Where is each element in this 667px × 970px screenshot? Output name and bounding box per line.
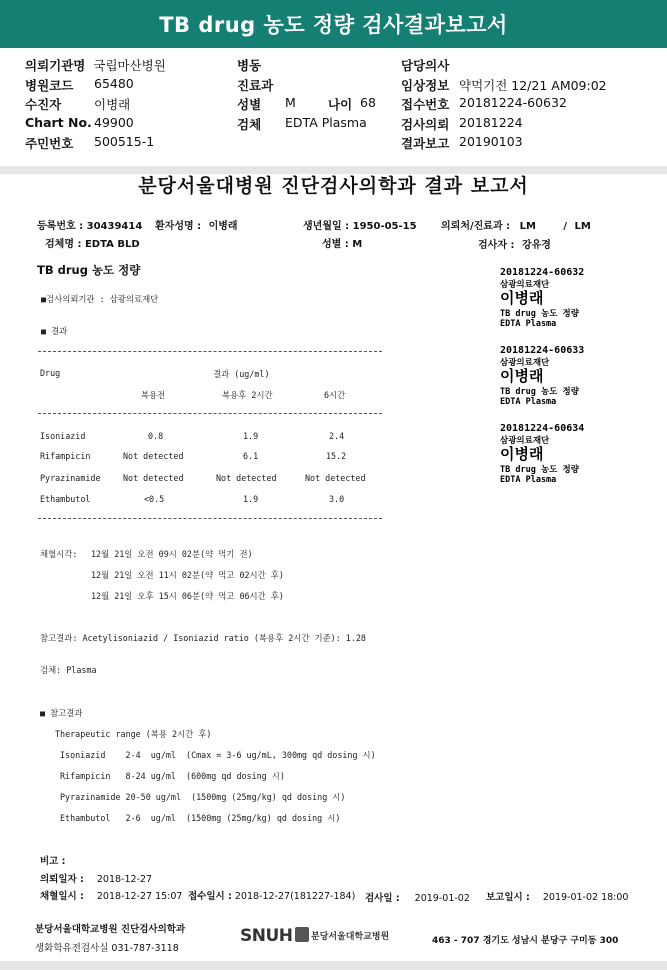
table-row-drug: Pyrazinamide: [40, 473, 101, 483]
requesting-dept: 의뢰처/진료과 : LM / LM: [441, 221, 591, 232]
table-row-pre: Not detected: [123, 451, 184, 461]
hospital-row: [25, 56, 166, 74]
specimen-name: 검체명 : EDTA BLD: [45, 239, 140, 250]
sex-value: M: [285, 95, 296, 110]
table-row-2h: 1.9: [243, 431, 259, 441]
chart-label: Chart No.: [25, 115, 92, 130]
page-title: TB drug 농도 정량 검사결과보고서: [159, 13, 508, 37]
footer-address: 463 - 707 경기도 성남시 분당구 구미동 300: [432, 936, 619, 946]
receive-date: 접수일시 : 2018-12-27(181227-184): [188, 891, 356, 902]
table-row-2h: 6.1: [243, 451, 259, 461]
report-sex: 성별 : M: [322, 239, 363, 250]
age-label: 나이: [328, 97, 353, 112]
shield-icon: [295, 927, 309, 942]
patient-name: 환자성명 : 이병래: [155, 221, 238, 232]
specimen-label-2: 20181224-60633 삼광의료재단 이병래 TB drug 농도 정량 EDTA Plasma: [500, 345, 585, 407]
table-row-2h: Not detected: [216, 473, 277, 483]
table-row-drug: Rifampicin: [40, 451, 91, 461]
code-row: [25, 76, 73, 94]
specimen-value: EDTA Plasma: [285, 115, 367, 130]
draw-time-label: 채혈시각:: [40, 549, 78, 559]
request-date: 의뢰일자 : 2018-12-27: [40, 874, 153, 885]
report-label: 결과보고: [401, 136, 450, 151]
col-2h: 복용후 2시간: [222, 390, 273, 400]
sex-label: 성별: [237, 97, 262, 112]
test-date: 검사일 : 2019-01-02: [365, 893, 470, 904]
resident-value: 500515-1: [94, 134, 155, 149]
ward-label: 병동: [237, 58, 262, 73]
doctor-label: 담당의사: [401, 58, 450, 73]
therapeutic-range: Therapeutic range (복용 2시간 후): [55, 729, 212, 739]
table-row-2h: 1.9: [243, 494, 259, 504]
result-heading: ■ 결과: [41, 326, 68, 336]
range-row: Ethambutol 2-6 ug/ml (1500mg (25mg/kg) qd dosing 시): [60, 813, 341, 823]
hospital-value: 국립마산병원: [93, 58, 166, 73]
draw-time-3: 12월 21일 오후 15시 06분(약 먹고 06시간 후): [91, 591, 284, 601]
table-row-6h: 3.0: [329, 494, 345, 504]
table-rule: [38, 351, 382, 352]
table-row-6h: Not detected: [305, 473, 366, 483]
snuh-logo: SNUH: [240, 926, 293, 946]
specimen-label-1: 20181224-60632 삼광의료재단 이병래 TB drug 농도 정량 EDTA Plasma: [500, 267, 585, 329]
code-label: 병원코드: [25, 78, 74, 93]
reference-heading: ■ 참고결과: [40, 708, 83, 718]
footer-lab: 생화학유전검사실 031-787-3118: [35, 943, 179, 954]
accession-value: 20181224-60632: [459, 95, 567, 110]
col-drug: Drug: [40, 368, 61, 378]
test-title: TB drug 농도 정량: [37, 263, 141, 277]
range-row: Pyrazinamide 20-50 ug/ml (1500mg (25mg/kg) qd dosing 시): [60, 792, 346, 802]
accession-label: 접수번호: [401, 97, 450, 112]
col-6h: 6시간: [324, 390, 346, 400]
age-value: 68: [360, 95, 376, 110]
receiver-label: 수진자: [25, 97, 62, 112]
table-rule: [38, 413, 382, 414]
request-label: 검사의뢰: [401, 117, 450, 132]
table-row-pre: 0.8: [148, 431, 164, 441]
col-pre: 복용전: [141, 390, 166, 400]
report-title: 분당서울대병원 진단검사의학과 결과 보고서: [138, 175, 529, 197]
institution-line: ■검사의뢰기관 : 삼광의료재단: [41, 294, 159, 304]
table-row-6h: 15.2: [326, 451, 347, 461]
report-date: 보고일시 : 2019-01-02 18:00: [486, 892, 629, 903]
reg-number: 등록번호 : 30439414: [37, 221, 143, 232]
specimen-label-3: 20181224-60634 삼광의료재단 이병래 TB drug 농도 정량 EDTA Plasma: [500, 423, 585, 485]
table-rule: [38, 518, 382, 519]
reference-result: 참고결과: Acetylisoniazid / Isoniazid ratio (복용후 2시간 기준): 1.28: [40, 633, 366, 643]
draw-time-1: 12월 21일 오전 09시 02분(약 먹기 전): [91, 549, 253, 559]
birth-date: 생년월일 : 1950-05-15: [303, 221, 417, 232]
table-row-6h: 2.4: [329, 431, 345, 441]
range-row: Isoniazid 2-4 ug/ml (Cmax = 3-6 ug/mL, 300mg qd dosing 시): [60, 750, 376, 760]
table-row-drug: Ethambutol: [40, 494, 91, 504]
logo-name: 분당서울대학교병원: [311, 932, 390, 942]
draw-date: 채혈일시 : 2018-12-27 15:07: [40, 891, 183, 902]
request-value: 20181224: [459, 115, 523, 130]
draw-time-2: 12월 21일 오전 11시 02분(약 먹고 02시간 후): [91, 570, 284, 580]
resident-label: 주민번호: [25, 136, 74, 151]
clinical-label: 임상정보: [401, 78, 450, 93]
remark-label: 비고 :: [40, 856, 66, 867]
clinical-value: 약먹기전 12/21 AM09:02: [459, 78, 607, 93]
chart-value: 49900: [94, 115, 134, 130]
dept-label: 진료과: [237, 78, 274, 93]
examiner: 검사자 : 강유경: [478, 240, 551, 251]
table-row-pre: <0.5: [144, 494, 165, 504]
footer-dept: 분당서울대학교병원 진단검사의학과: [35, 924, 186, 935]
specimen-label: 검체: [237, 117, 262, 132]
receiver-value: 이병래: [94, 97, 131, 112]
table-row-drug: Isoniazid: [40, 431, 86, 441]
hospital-label: 의뢰기관명: [25, 58, 86, 73]
report-value: 20190103: [459, 134, 523, 149]
specimen-note: 검체: Plasma: [40, 665, 97, 675]
range-row: Rifampicin 8-24 ug/ml (600mg qd dosing 시): [60, 771, 285, 781]
bottom-rule: [0, 961, 667, 970]
code-value: 65480: [94, 76, 134, 91]
table-row-pre: Not detected: [123, 473, 184, 483]
col-result: 결과 (ug/ml): [213, 369, 270, 379]
